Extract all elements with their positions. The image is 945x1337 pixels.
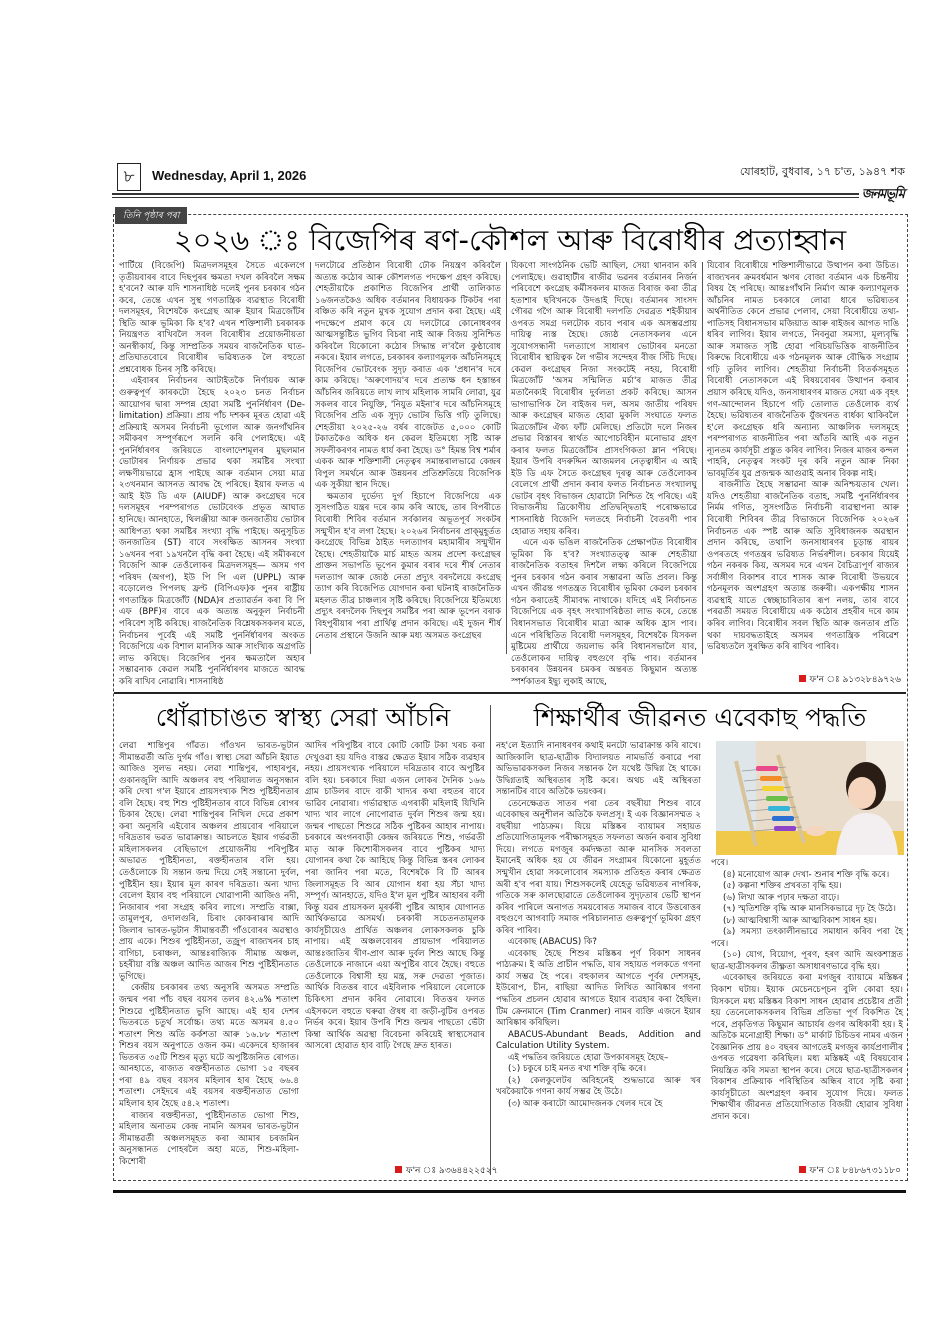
red-square-icon (799, 675, 806, 682)
paragraph: (৮) আত্মবিশ্বাসী আৰু আত্মবিকাশ সাধন হয়। (723, 915, 877, 926)
paragraph: লেৱা শান্তিপুৰ গাঁৱত। গাঁওখন ভাৰত-ভূটান সীমান্তৱৰ্তী অতি দুৰ্গম গাঁও। স্বাস্থ্য সেৱা আঁচনি ইয়াত আজিও সুলভ নহয়। লেৱা শান্তিপুৰ, পাহাৰপুৰ, গুকানজুলি আদি অঞ্চলৰ বহু পৰিয়ালত অনুসন্ধান কৰি দেখা গ'ল ইয়াৰে প্ৰায়সংখ্যক শিশু পুষ্টিহীনতাৰ বলি হৈছে। বহু শিশু পুষ্টিহীনতাৰ বাবে বিভিন্ন ৰোগৰ চিকাৰ হৈছে। লেৱা শান্তিপুৰৰ নিখিল দেৱে প্ৰকাশ কৰা অনুসৰি এইবোৰ অঞ্চলৰ প্ৰায়বোৰ পৰিয়ালে দৰিদ্ৰতাৰ ভৱত ভাৱাক্ৰান্ত। আচলতে ইয়াৰ গৰ্ভৱতী মহিলাসকলৰ বেছিভাগে প্ৰয়োজনীয় পৰিপুষ্টিৰ অভাৱত পুষ্টিহীনতা, ৰক্তহীনতাৰ বলি হয়। তেওঁলোকে যি সন্তান জন্ম দিয়ে সেই সন্তানো দুৰ্বল, পুষ্টিহীন হয়। ইয়াৰ মূল কাৰণ দৰিদ্ৰতা। অন্য খাদ্য বেলেগ ইয়াৰ বহু পৰিয়ালে খোৱাপানী আজিও নদী, নিজাৰাৰ পৰা সংগ্ৰহ কৰিব লাগে। সম্প্ৰতি বাক্সা, তামুলপুৰ, ওদালগুৰি, চিৰাং কোকৰাঝাৰ আদি জিলাৰ ভাৰত-ভূটান সীমান্তবৰ্তী গাঁওবোৰৰ অৱস্থাও প্ৰায় একে। শিশুৰ পুষ্টিহীনতা, তজ্ৰূপ ৰাজ্যখনৰ চাহ বাগিচা, চৰাঞ্চল, আন্তঃৰাজ্যিক সীমান্ত অঞ্চল, চহৰীয়া বস্তি অঞ্চল আদিত আজৰ শিশু পুষ্টিহীনতাত ভুগিছে। (119, 741, 299, 982)
article1-column-4 (707, 261, 899, 653)
paragraph: দলটোৱে প্ৰতিষ্ঠান বিৰোধী ঢৌক নিয়ন্ত্ৰণ কৰিবলৈ অত্যন্ত কঠোৰ আৰু কৌশলগত পদক্ষেপ গ্ৰহণ কৰিছে। শেহতীয়াকৈ প্ৰকাশিত বিজেপিৰ প্ৰাৰ্থী তালিকাত ১৬জনতকৈও অধিক বৰ্তমানৰ বিধায়কক টিকটৰ পৰা বঞ্চিত কৰি নতুন মুখক সুযোগ প্ৰদান কৰা হৈছে। এই পদক্ষেপে প্ৰমাণ কৰে যে দলটোৱে কোনোধৰণৰ আত্মসন্তুষ্টিত ভুগিব বিচৰা নাই আৰু বিজয় সুনিশ্চিত কৰিবলৈ যিকোনো কঠোৰ সিদ্ধান্ত ল'বলৈ কুণ্ঠাবোধ নকৰে। ইয়াৰ লগতে, চৰকাৰৰ কল্যাণমূলক আঁচনিসমূহে বিজেপিৰ ভোটবেংক সুদৃঢ় কৰাত এক 'প্ৰধান'ৰ দৰে কাম কৰিছে। 'অৰুণোদয়'ৰ দৰে প্ৰত্যক্ষ ধন হস্তান্তৰ আঁচনিৰ জৰিয়তে লাখ লাখ মহিলাক সামৰি লোৱা, যুৱ সকলৰ বাবে নিযুক্তি, 'নিযুত মইনা'ৰ দৰে আঁচনিসমূহে বিজেপিৰ প্ৰতি এক সুদৃঢ় ভোটৰ ভিত্তি গঢ়ি তুলিছে। শেহতীয়া ২০২৫-২৬ বৰ্ষৰ বাজেটত ৫,০০০ কোটি টকাতকৈও অধিক ধন কেৱল ইতিমধ্যে সৃষ্টি আৰু সফলীকৰণৰ নামত ধাৰ্য কৰা হৈছে। ড° হিমন্ত বিশ্ব শৰ্মাৰ একক আৰু শক্তিশালী নেতৃত্বৰ সমান্তৰালভাৱে কেন্দ্ৰৰ বিপুল সমৰ্থনে আৰু উন্নয়নৰ প্ৰতিশ্ৰুতিয়ে বিজেপিক এক সুকীয়া স্থান দিছে। (315, 261, 501, 491)
abacus-photo (716, 741, 904, 855)
paragraph: পৰে। (711, 858, 729, 868)
paragraph: (৫) কল্পনা শক্তিৰ প্ৰখৰতা বৃদ্ধি হয়। (723, 881, 842, 892)
paragraph: যিবোৰ বিৰোধীয়ে শক্তিশালীভাৱে উত্থাপন কৰা উচিত। ৰাজ্যখনৰ ক্ৰমবৰ্ধমান ঋণৰ বোজা বৰ্তমান এক চিন্তনীয় বিষয় হৈ পৰিছে। আন্তঃগাঁথনি নিৰ্মাণ আৰু কল্যাণমূলক আঁচনিৰ নামত চৰকাৰে লোৱা ধাৰে ভৱিষ্যতৰ অৰ্থনীতিত কেনে প্ৰভাৱ পেলাব, সেয়া বিৰোধীয়ে তথ্য-পাতিসহ বিধানসভাৰ মজিয়াত আৰু ৰাইজৰ আগত দাঙি ধৰিব লাগিব। ইয়াৰ লগতে, নিবনুৱা সমস্যা, মূল্যবৃদ্ধি আৰু সমাজত সৃষ্টি হোৱা পৰিচয়ভিত্তিক ৰাজনীতিৰ বিৰুদ্ধে বিৰোধীয়ে এক গঠনমূলক আৰু বৌদ্ধিক সংগ্ৰাম গঢ়ি তুলিব লাগিব। শেহতীয়া নিৰ্বাচনী বিতৰ্কসমূহত বিৰোধী নেতাসকলে এই বিষয়বোৰৰ উত্থাপন কৰাৰ প্ৰয়াস কৰিছে যদিও, জনসাধাৰণৰ মাজত সেয়া এক বৃহৎ গণ-আন্দোলন হিচাপে গঢ়ি তোলাত তেওঁলোক ব্যৰ্থ হৈছে। ভৱিষ্যতৰ ৰাজনৈতিক যুঁজখনত বাৰ্ধক্য থাকিবলৈ হ'লে কংগ্ৰেছক ধৰি অন্যান্য আঞ্চলিক দলসমূহে পৰম্পৰাগত ৰাজনীতিৰ পৰা আঁতৰি আহি এক নতুন ন্যূনতম কাৰ্যসূচী প্ৰস্তুত কৰিব লাগিব। নিজৰ মাজৰ কন্দল পাহৰি, নেতৃত্বৰ সংকট দূৰ কৰি নতুন আৰু নিকা ভাবমূৰ্তিৰ যুৱ প্ৰজন্মক আগুৱাই অনাৰ বিকল্প নাই। (707, 261, 899, 479)
article1-column-1 (119, 261, 305, 687)
paragraph: ৰাজনীতি হৈছে সম্ভাৱনা আৰু অনিশ্চয়তাৰ খেল। যদিও শেহতীয়া ৰাজনৈতিক বতাহ, সমষ্টি পুনৰ্নিৰ্ধাৰণৰ নিৰ্মম গণিত, সুসংগঠিত নিৰ্বাচনী ব্যৱস্থাপনা আৰু বিৰোধী শিবিৰৰ তীব্ৰ বিভাজনে বিজেপিক ২০২৬ৰ নিৰ্বাচনত এক স্পষ্ট আৰু অতি সুবিধাজনক অৱস্থান প্ৰদান কৰিছে, তথাপি জনসাধাৰণৰ চূড়ান্ত ৰায়ৰ ওপৰতহে গণতন্ত্ৰৰ ভৱিষ্যত নিৰ্ভৰশীল। চৰকাৰ যিয়েই গঠন নকৰক কিয়, অসমৰ দৰে এখন বৈচিত্ৰ্যপূৰ্ণ ৰাজ্যৰ সৰ্বাঙ্গীণ বিকাশৰ বাবে শাসক আৰু বিৰোধী উভয়ৰে গঠনমূলক অংশগ্ৰহণ অত্যন্ত জৰুৰী। একপক্ষীয় শাসন ব্যৱস্থাই যাতে স্বেচ্ছাচাৰিতাৰ ৰূপ নলয়, তাৰ বাবে পৰৱৰ্তী সময়ত বিৰোধীয়ে এক কঠোৰ প্ৰহৰীৰ দৰে কাম কৰিব লাগিব। বিৰোধীৰ সবল স্থিতি আৰু জনতাৰ প্ৰতি থকা দায়বদ্ধতাইহে অসমৰ গণতান্ত্ৰিক পৰিৱেশ ভৱিষ্যতলৈ সুৰক্ষিত কৰি ৰাখিব পাৰিব। (707, 480, 899, 653)
paragraph: এবেকাছ (ABACUS) কি? (508, 937, 597, 948)
paragraph: (৭) স্মৃতিশক্তি বৃদ্ধি আৰু মানসিকভাৱে দৃঢ় হৈ উঠে। (723, 904, 896, 915)
paragraph: এনে এক ভঙিল ৰাজনৈতিক প্ৰেক্ষাপটত বিৰোধীৰ ভূমিকা কি হ'ব? সংখ্যাতত্ত্ব আৰু শেহতীয়া ৰাজনৈতিক বতাহৰ দিশলৈ লক্ষ্য কৰিলে বিজেপিয়ে পুনৰ চৰকাৰ গঠন কৰাৰ সম্ভাৱনা অতি প্ৰবল। কিন্তু এখন জীৱন্ত গণতন্ত্ৰত বিৰোধীৰ ভূমিকা কেৱল চৰকাৰ গঠন কৰাতেই সীমাবদ্ধ নাথাকে। যদিহে এই নিৰ্বাচনত বিজেপিয়ে এক বৃহৎ সংখ্যাগৰিষ্ঠতা লাভ কৰে, তেন্তে বিধানসভাত বিৰোধীৰ মাত্ৰা আৰু অধিক হ্ৰাস পাব। এনে পৰিস্থিতিত বিৰোধী দলসমূহৰ, বিশেষকৈ যিসকল মুষ্টিমেয় প্ৰাৰ্থীয়ে জয়লাভ কৰি বিধানসভালৈ যাব, তেওঁলোকৰ দায়িত্ব বহুগুণে বৃদ্ধি পাব। বৰ্তমানৰ চৰকাৰৰ উন্নয়নৰ চমকৰ অন্তৰত কিছুমান অত্যন্ত স্পৰ্শকাতৰ ইছ্যু লুকাই আছে, (511, 538, 697, 687)
paragraph: ABACUS-Abundant Beads, Addition and Calculation Utility System. (496, 1029, 701, 1052)
paragraph: আদিৰ পৰিপুষ্টিৰ বাবে কোটি কোটি টকা খৰচ কৰা দেখুওৱা হয় যদিও বাস্তৱ ক্ষেত্ৰত ইয়াৰ সঠিক ব্যৱহাৰ নহয়। প্ৰায়সংখ্যক পৰিয়ালে দৰিদ্ৰতাৰ বাবে অপুষ্টিৰ বলি হয়। চৰকাৰে দিয়া এজন লোকৰ দৈনিক ১৬৬ গ্ৰাম চাউলৰ বাদে বাকী খাদ্যৰ কথা বহুতৰ বাবে ভাৱিব নোৱাৰা। গৰ্ভাৱস্থাত এগৰাকী মহিলাই যিখিনি খাদ্য খাব লাগে নোপোৱাত দুৰ্বল শিশুৰ জন্ম হয়। জন্মৰ পাছতো শিশুৱে সঠিক পুষ্টিকৰ আহাৰ নাপায়। চৰকাৰে অংগনবাড়ী কেন্দ্ৰৰ জৰিয়তে শিশু, গৰ্ভৱতী মাতৃ আৰু কিশোৰীসকলৰ বাবে পুষ্টিকৰ খাদ্য যোগানৰ কথা কৈ আহিছে কিন্তু বিভিন্ন স্তৰৰ লোকৰ পৰা জানিব পৰা মতে, বিশেষকৈ বি টি আৰৰ জিলাসমূহত বি আৰ যোগান ধৰা হয় সঁচা খাদ্য সম্পূৰ্ণ। আনহাতে, যদিও ই'ল মূল পুষ্টিৰ আহাৰৰ বলী কিন্তু যৱৰ প্ৰায়সকল মূৰৰ্কৰী পুষ্টিৰ আহাৰ যোগানত আৰ্থিকভাৱে অসমৰ্থ। চৰকাৰী সচেতনতামূলক কাৰ্যসূচীয়েও প্ৰাৰ্থিত অঞ্চলৰ লোকসকলক চুকি নাপায়। এই অঞ্চলবোৰৰ প্ৰায়ভাগ পৰিয়ালত আন্তঃজাতিৰ খীণ-প্ৰাণ আৰু দুৰ্বল শিশু আছে কিন্তু তেওঁলোকে নাজানে এয়া অপুষ্টিৰ বাবে হৈছে। বহুতে তেওঁলোকে বিশ্বাসী হয় মন্ত্ৰ, সৰু দেৱতা পূজাত। আৰ্থিক বিতত্তৰ বাবে এইবিলাক পৰিয়ালে বেলোকে চিকিৎসা প্ৰদান কৰিব নোৱাৰে। বিতত্তৰ ফলত এইসকলে বহুতে ঘৰুৱা ঔষধ বা জড়ী-বুটিৰ ওপৰত নিৰ্ভৰ কৰে। ইয়াৰ উপৰি শিশু জন্মৰ পাছতো ভেঁটা কিম্বা আৰ্থিক অৱস্থা বিবেচনা কৰিয়েই স্বাস্থ্যসেৱাৰ আসৰো হোৱাত হাব বাঢ়ি গৈছে দ্ৰুত হাৰত। (305, 741, 485, 1052)
red-square-icon (395, 1166, 402, 1173)
article1-headline: ২০২৬ ঃ বিজেপিৰ ৰণ-কৌশল আৰু বিৰোধীৰ প্ৰত্যাহ্বান (173, 223, 847, 257)
article3-phone (799, 1163, 901, 1178)
article2-headline: ধোঁৱাচাঙত স্বাস্থ্য সেৱা আঁচনি (155, 703, 451, 732)
paragraph: ক্ষমতাৰ দুৰ্ভেদ্য দুৰ্গ হিচাপে বিজেপিয়ে এক সুসংগঠিত যন্ত্ৰৰ দৰে কাম কৰি আছে, তাৰ বিপৰীতে বিৰোধী শিবিৰ বৰ্তমান সৰ্বকালৰ অভূতপূৰ্ব সংকটৰ সন্মুখীন হ'ব লগা হৈছে। ২০২৬ৰ নিৰ্বাচনৰ প্ৰাক্‌মুহূৰ্তত কংগ্ৰেছে বিভিন্ন ঠাইত দলত্যাগৰ মহামাৰীৰ সন্মুখীন হৈছে। শেহতীয়াকৈ মাৰ্চ মাহত অসম প্ৰদেশ কংগ্ৰেছৰ প্ৰাক্তন সভাপতি ভূপেন কুমাৰ বৰাৰ দৰে শীৰ্ষ নেতাৰ দলত্যাগ আৰু জ্যেষ্ঠ নেতা প্ৰদ্যুৎ বৰদলৈয়ে কংগ্ৰেছ ত্যাগ কৰি বিজেপিত যোগদান কৰা ঘটনাই ৰাজনৈতিক মহলত তীব্ৰ চাঞ্চল্যৰ সৃষ্টি কৰিছে। বিজেপিয়ে ইতিমধ্যে প্ৰদ্যুৎ বৰদলৈক দিছপুৰ সমষ্টিৰ পৰা আৰু ভূপেন বৰাক বিহপুৰীয়াৰ পৰা প্ৰাৰ্থিত্ব প্ৰদান কৰিছে। এই দুজন শীৰ্ষ নেতাৰ প্ৰস্থানে উজনি আৰু মধ্য অসমত কংগ্ৰেছৰ (315, 491, 501, 641)
paragraph: (৩) আৰু কৰাটো আমোদজনক খেলৰ দৰে হৈ (508, 1098, 663, 1109)
paragraph: এবেকাছৰ জৰিয়তে কৰা মগজুৰ ব্যায়ামে মস্তিষ্কৰ বিকাশ ঘটায়। ইয়াক মেচেনচেপ্চন বুলি কোৱা হয়। যিসকলে মধ্য মস্তিষ্কৰ বিকাশ সাধন হোৱাৰ প্ৰচেষ্টাৰ প্ৰতী হয় তেনেলোকসকলৰ বিভিন্ন প্ৰতিভা পূৰ্ণ বিকশিত হৈ পৰে, প্ৰকৃতিগত কিছুমান আচাৰ্যৰ গুণৰ অধিকাৰী হয়। ই অতিকৈ মনোগ্ৰাহী শিক্ষা। ড° মাৰ্কাট চিচিডৰ নামৰ এজন বৈজ্ঞানিক প্ৰায় ৪০ বছৰৰ আগতেই মগজুৰ কাৰ্যপ্ৰণালীৰ ওপৰত গৱেষণা কৰিছিল। মধ্য মস্তিষ্কই এই বিষয়বোৰ নিয়ন্ত্ৰিত কৰি সমতা স্থাপন কৰে। সেয়ে ছাত্ৰ-ছাত্ৰীসকলৰ বিকাশৰ প্ৰক্ৰিয়াক পৰিস্থিতিৰ অন্ধিৰ বাবে সৃষ্টি কৰা কাৰ্যসূচীতো অংশগ্ৰহণ কৰাৰ সুযোগ দিয়ে। ফলত শিক্ষাৰ্থীৰ জীৱনত প্ৰতিযোগিতাত বিজয়ী হোৱাৰ সুবিধা প্ৰদান কৰে। (711, 973, 903, 1123)
page-number: ৮ (117, 163, 141, 191)
continued-from-label: তিনি পৃষ্ঠাৰ পৰা (115, 207, 187, 224)
paragraph: (১) চকুৰে চাই মনত ৰখা শক্তি বৃদ্ধি কৰে। (508, 1064, 647, 1075)
paragraph: এই পদ্ধতিৰ জৰিয়তে হোৱা উপকাৰসমূহ হৈছে– (508, 1052, 669, 1063)
phone-text: ফ'ন ঃ ৮৪৮৬৭৩১১৮০ (809, 1166, 901, 1176)
paragraph: এইবাৰৰ নিৰ্বাচনৰ আটাইতকৈ নিৰ্ণায়ক আৰু গুৰুত্বপূৰ্ণ কাৰকটো হৈছে ২০২৩ চনত নিৰ্বাচন আয়োগৰ দ্বাৰা সম্পন্ন হোৱা সমষ্টি পুনৰ্নিৰ্ধাৰণ (De-limitation) প্ৰক্ৰিয়া। প্ৰায় পাঁচ দশকৰ মূৰত হোৱা এই প্ৰক্ৰিয়াই অসমৰ নিৰ্বাচনী ভূগোল আৰু জনগাঁথনিৰ সমীকৰণ সম্পূৰ্ণৰূপে সলনি কৰি পেলাইছে। এই পুনৰ্নিৰ্ধাৰণৰ জৰিয়তে বাংলাদেশমূলৰ মুছলমান ভোটাৰৰ নিৰ্ণায়ক প্ৰভাৱ থকা সমষ্টিৰ সংখ্যা লক্ষণীয়ভাৱে হ্ৰাস পাইছে আৰু বৰ্তমান সেয়া মাত্ৰ ২৩খনমান আসনত আবদ্ধ হৈ পৰিছে। ইয়াৰ ফলত এ আই ইউ ডি এফ (AIUDF) আৰু কংগ্ৰেছৰ দৰে দলসমূহৰ পৰম্পৰাগত ভোটবেংক প্ৰভূত আঘাত হানিছে। আনহাতে, থিলঞ্জীয়া আৰু জনজাতীয় ভোটাৰ আধিপত্য থকা সমষ্টিৰ সংখ্যা বৃদ্ধি পাইছে। অনুসূচিত জনজাতিৰ (ST) বাবে সংৰক্ষিত আসনৰ সংখ্যা ১৬খনৰ পৰা ১৯খনলৈ বৃদ্ধি কৰা হৈছে। এই সমীকৰণে বিজেপি আৰু তেওঁলোকৰ মিত্ৰদলসমূহ— অসম গণ পৰিষদ (অগপ), ইউ পি পি এল (UPPL) আৰু বড়োলেণ্ড পিপলছ ফ্ৰণ্ট (বিপিএফ)ক পুনৰ ৰাষ্ট্ৰীয় গণতান্ত্ৰিক মিত্ৰজোঁট (NDA)ৰ প্ৰত্যাৱৰ্তন কৰা বি পি এফ (BPF)ৰ বাবে এক অত্যন্ত অনুকূল নিৰ্বাচনী পৰিবেশ সৃষ্টি কৰিছে। ৰাজনৈতিক বিশ্লেষকসকলৰ মতে, নিৰ্বাচনৰ পূৰ্বেই এই সমষ্টি পুনৰ্নিৰ্ধাৰণৰ অংকত বিজেপিয়ে এক বিশাল মানসিক আৰু সাংখ্যিক অগ্ৰগতি লাভ কৰিছে। বিজেপিৰ পুনৰ ক্ষমতালৈ অহাৰ সম্ভাৱনাক কেৱল সমষ্টি পুনৰ্নিৰ্ধাৰণৰ মাজতে আবদ্ধ কৰি ৰাখিব নোৱাৰি। শাসনাধিষ্ঠ (119, 376, 305, 687)
header-rule (112, 193, 882, 198)
newspaper-logo: জনমভূমি (859, 185, 907, 206)
paragraph: নহ'লে ইত্যাদি নানাধৰণৰ কথাই মনটো ভাৱাক্ৰান্ত কৰি ৰাখে। আজিকালি ছাত্ৰ-ছাত্ৰীক বিদ্যালয়ত নামভৰ্তি কৰাৱে পৰা অভিভাৱকসকল নিজৰ সন্তানক লৈ যথেষ্ট উদ্বিগ্ন হৈ থাকে। উদ্বিগ্নতাই অস্থিৰতাৰ সৃষ্টি কৰে। অথচ এই অস্থিৰতা সন্তানটিৰ বাবে অতিকৈ ভয়ংকৰ। (496, 741, 701, 798)
paragraph: (১০) যোগ, বিয়োগ, পূৰণ, হৰণ আদি অংকশাস্ত্ৰত ছাত্ৰ-ছাত্ৰীসকলৰ তীক্ষ্ণতা অসাধাৰণভাৱে বৃদ্ধি হয়। (711, 950, 903, 972)
paragraph: কেন্দ্ৰীয় চৰকাৰৰ তথ্য অনুসৰি অসমত সম্প্ৰতি জন্মৰ পৰা পাঁচ বছৰ বয়সৰ তলৰ ৪২.৬% শতাংশ শিশুৱে পুষ্টিহীনতাত ভুগি আছে। এই হাৰ দেশৰ ভিতৰতে চতুৰ্থ সৰ্বোচ্চ। তথ্য মতে অসমৰ ৪.৫০ শতাংশ শিশু অতি কৰ্কশতা আৰু ১৬.৮৮ শতাংশ শিশুৰ বয়স অনুপাতে ওজন কম। একেদৰে হাজাৰৰ ভিতৰত ৩৫টি শিশুৰ মৃত্যু ঘটে অপুষ্টিজনিত ৰোগত। আনহাতে, ৰাজ্যত ৰক্তহীনতাত ভোগা ১৫ বছৰৰ পৰা ৪৯ বছৰ বয়সৰ মহিলাৰ হাৰ হৈছে ৬৬.৪ শতাংশ। সেইদৰে এই বয়সৰ ৰক্তহীনতাত ভোগা মহিলাৰ হাৰ হৈছে ৫৪.২ শতাংশ। (119, 983, 299, 1109)
article2-column-1 (119, 741, 299, 1181)
article3-headline: শিক্ষাৰ্থীৰ জীৱনত এবেকাছ পদ্ধতি (533, 703, 867, 732)
article1-phone (799, 672, 901, 687)
issue-date: Wednesday, April 1, 2026 (152, 168, 307, 183)
article-divider (490, 705, 491, 1175)
article1-column-3 (511, 261, 697, 687)
article2-phone (395, 1163, 497, 1178)
paragraph: তেনেক্ষেত্ৰত সাতৰ পৰা তেৰ বছৰীয়া শিশুৰ বাবে এবেকাছৰ অনুশীলন অতিকৈ ফলপ্ৰসূ। ই এক বিজ্ঞানসম্মত ২ বছৰীয়া পাঠ্যক্ৰম। যিয়ে মস্তিষ্কৰ ব্যায়ামৰ সহায়ত প্ৰতিযোগিতামূলক পৰীক্ষাসমূহত সফলতা অৰ্জন কৰাৰ সুবিধা দিয়ে। লগতে মগজুৰ কৰ্মদক্ষতা আৰু মানসিক সবলতা ইমানেই অধিক হয় যে জীৱন সংগ্ৰামৰ যিকোনো মুহূৰ্তত সন্মুখীন হোৱা সকলোবোৰ সমস্যাক প্ৰতিহত কৰাৰ ক্ষেত্ৰত অৰী হ'ব পৰা যায়। শিশুসকলেই যেহেতু ভৱিষ্যতৰ নাগৰিক, গতিকে সৰু কালছোৱাতে তেওঁলোকৰ সুদৃঢ়তাৰ ভেটি স্থাপন কৰিব পাৰিলে অনাগত সময়বোৰত সমাজৰ বাবে উত্তৰোত্তৰ বহুগুণে আগবাঢ়ি সমাজ পৰিচালনাত গুৰুত্বপূৰ্ণ ভূমিকা গ্ৰহণ কৰিব পাৰিব। (496, 798, 701, 936)
article2-column-2 (305, 741, 485, 1161)
paragraph: (৪) মনোযোগ আৰু দেখা- শুনাৰ শক্তি বৃদ্ধি কৰে। (723, 869, 890, 880)
paragraph: পাৰ্টিয়ে (বিজেপি) মিত্ৰদলসমূহৰ সৈতে একেলগে তৃতীয়বাৰৰ বাবে দিছপুৰৰ ক্ষমতা দখল কৰিবলৈ সক্ষম হ'বনে? আৰু যদি শাসনাধিষ্ঠ দলেই পুনৰ চৰকাৰ গঠন কৰে, তেন্তে এখন সুস্থ গণতান্ত্ৰিক ব্যৱস্থাত বিৰোধী দলসমূহৰ, বিশেষকৈ কংগ্ৰেছ আৰু ইয়াৰ মিত্ৰজোঁটৰ স্থিতি আৰু ভূমিকা কি হ'ব? এখন শক্তিশালী চৰকাৰক নিয়ন্ত্ৰণত ৰাখিবলৈ সবল বিৰোধীৰ প্ৰয়োজনীয়তা অনস্বীকাৰ্য, কিন্তু সাম্প্ৰতিক সময়ৰ ৰাজনৈতিক ঘাত-প্ৰতিঘাতবোৰে বিৰোধীৰ ভৱিষ্যতক লৈ বহুতো প্ৰশ্নবোধক চিনৰ সৃষ্টি কৰিছে। (119, 261, 305, 375)
article3-column-1 (496, 741, 701, 1181)
red-square-icon (799, 1166, 806, 1173)
paragraph: (৬) লিখা আৰু পঢ়াৰ দক্ষতা বাঢ়ে। (723, 892, 840, 903)
article1-column-2 (315, 261, 501, 655)
paragraph: ৰাজ্যৰ ৰক্তহীনতা, পুষ্টিহীনতাত ভোগা শিশু, মহিলাৰ অনাতম কেন্দ্ৰ নামনি অসমৰ ভাৰত-ভূটান সীমান্তৱৰ্তী অঞ্চলসমূহত কৰা আমাৰ চৰজমিন অনুসন্ধানত পোহৰলৈ অহা মতে, শিশু-মহিলা-কিশোৰী (119, 1110, 299, 1167)
paragraph: (২) কেলকুলেটৰ অবিহনেই শুদ্ধভাৱে আৰু খৰ খৰকৈয়াকৈ গণনা কাৰ্য সম্ভৱ হৈ উঠে। (496, 1075, 701, 1098)
paragraph: এবেকাছ হৈছে শিশুৰ মস্তিষ্কৰ পূৰ্ণ বিকাশ সাধনৰ পাঠ্যক্ৰম। ই অতি প্ৰাচীন পদ্ধতি, যাৰ সহায়ত পলকতে গণনা কাৰ্য সম্ভৱ হৈ পৰে। বহুকালৰ আগতে পূৰ্বৰ দেশসমূহ, ইউৰোপ, চীন, ৰাছিয়া আদিত লিখিত আৰিষ্কাৰ গণনা পদ্ধতিৰ প্ৰচলন হোৱাৰ আগতে ইয়াৰ ব্যৱহাৰ কৰা হৈছিল। টিম ক্ৰেনমানে (Tim Cranmer) নামৰ ব্যক্তি এজনে ইয়াৰ আৰিষ্কাৰ কৰিছিল। (496, 948, 701, 1029)
phone-text: ফ'ন ঃ ৯৩৬৪৪২২৫২৭ (406, 1166, 498, 1176)
footer-rule (113, 1190, 906, 1193)
section-divider (114, 692, 906, 694)
column-rule (702, 262, 703, 654)
article3-column-2 (711, 858, 903, 1168)
column-rule (310, 262, 311, 654)
phone-text: ফ'ন ঃ ৯১৩২৮৪৯৭২৬ (809, 675, 901, 685)
column-rule (506, 262, 507, 654)
paragraph: (৯) সমস্যা তৎকালীনভাৱে সমাধান কৰিব পৰা হৈ পৰে। (711, 927, 903, 949)
place-date-assamese: যোৰহাট, বুধবাৰ, ১৭ চ'ত, ১৯৪৭ শক (739, 165, 905, 178)
paragraph: যিকণো সাংগঠনিক ভেটি আছিল, সেয়া থানবান কৰি পেলাইছে। গুৱাহাটীৰ ৰাজীৱ ভৱনৰ বৰ্তমানৰ নিৰ্জন পৰিবেশে কংগ্ৰেছ কৰ্মীসকলৰ মাজত বিৰাজ কৰা তীব্ৰ হতাশাৰ ছবিখনকে উদঙাই দিছে। বৰ্তমানৰ সাংসদ গৌৰৱ গগৈ আৰু বিৰোধী দলপতি দেৱব্ৰত শইকীয়াৰ ওপৰত সমগ্ৰ দলটোক বচাব পৰাৰ এক অসম্ভৱপ্ৰায় দায়িত্ব ন্যস্ত হৈছে। জ্যেষ্ঠ নেতাসকলৰ এনে সুযোগসন্ধানী দলত্যাগে সাধাৰণ ভোটাৰৰ মনতো বিৰোধীৰ স্থায়িত্বক লৈ গভীৰ সন্দেহৰ বীজ সিঁচি দিছে। কেৱল কংগ্ৰেছৰ নিজা সংকটেই নহয়, বিৰোধী মিত্ৰজোঁট 'অসম সন্মিলিত মৰ্চা'ৰ মাজত তীব্ৰ মতানৈক্যই বিৰোধীৰ দুৰ্বলতা প্ৰকট কৰিছে। আসন ভাগাভাগিক লৈ বাইজৰ দল, অসম জাতীয় পৰিষদ আৰু কংগ্ৰেছৰ মাজত হোৱা মুকলি সংঘাতে ফলত মিত্ৰজোঁটৰ ঐক্য ফাঁট মেলিছে। প্ৰতিটো দলে নিজৰ প্ৰভাৱ বিস্তাৰৰ স্বাৰ্থত আপোচবিহীন মনোভাৱ গ্ৰহণ কৰাৰ ফলত মিত্ৰজোঁটৰ প্ৰাসংগিকতা ম্লান পৰিছে। ইয়াৰ উপৰি বদৰুদ্দিন আজমলৰ নেতৃত্বাধীন এ আই ইউ ডি এফ সৈতে কংগ্ৰেছৰ দূৰত্ব আৰু তেওঁলোকৰ বেলেগে প্ৰাৰ্থী প্ৰদান কৰাৰ ফলত নিৰ্বাচনত সংখ্যালঘু ভোটৰ বৃহৎ বিভাজন হোৱাটো নিশ্চিত হৈ পৰিছে। এই বিভাজনীয় ত্ৰিকোণীয় প্ৰতিদ্বন্দ্বিতাই পৰোক্ষভাৱে শাসনাধিষ্ঠ বিজেপি দলতহে নিৰ্বাচনী বৈতৰণী পাৰ হোৱাত সহায় কৰিব। (511, 261, 697, 537)
